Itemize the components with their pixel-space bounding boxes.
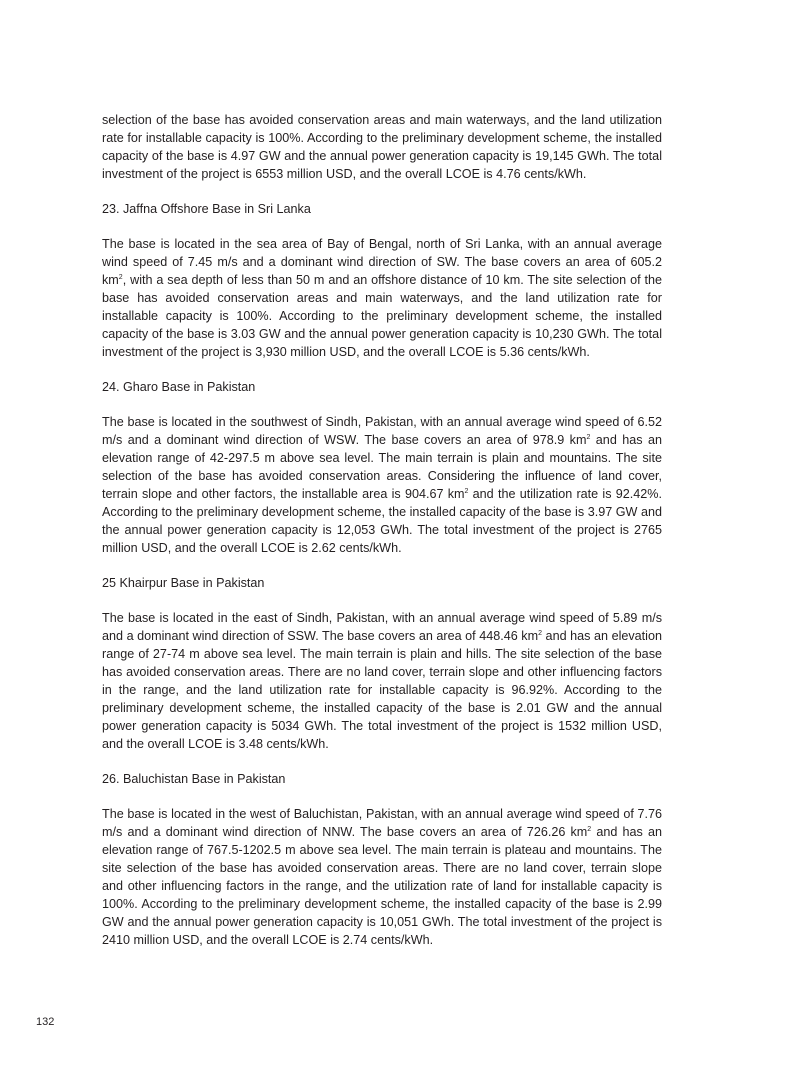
- superscript: 2: [586, 433, 591, 441]
- section-paragraph: [102, 609, 662, 753]
- text-run: , with a sea depth of less than 50 m and an offshore distance of 10 km. The site selection of the base has avoided conservation areas and main waterways, and the land utilization rate for installable capacity is 100%. According to the preliminary development scheme, the installed capacity of the base is 3.03 GW and the annual power generation capacity is 10,230 GWh. The total investment of the project is 3,930 million USD, and the overall LCOE is 5.36 cents/kWh.: [102, 273, 662, 359]
- superscript: 2: [118, 273, 123, 281]
- section-khairpur: [102, 574, 662, 753]
- text-run: The base is located in the sea area of Bay of Bengal, north of Sri Lanka, with an annual average wind speed of 7.45 m/s and a dominant wind direction of SW. The base covers an area of 605.2 km: [102, 237, 662, 287]
- text-run: and has an elevation range of 42-297.5 m above sea level. The main terrain is plain and mountains. The site selection of the base has avoided conservation areas. Considering the influence of land cover, terrain slope and other factors, the installable area is 904.67 km: [102, 433, 662, 501]
- section-heading: 25 Khairpur Base in Pakistan: [102, 576, 265, 590]
- text-run: and has an elevation range of 27-74 m above sea level. The main terrain is plain and hills. The site selection of the base has avoided conservation areas. There are no land cover, terrain slope and other influencing factors in the range, and the land utilization rate for installable capacity is 96.92%. According to the preliminary development scheme, the installed capacity of the base is 2.01 GW and the annual power generation capacity is 5034 GWh. The total investment of the project is 1532 million USD, and the overall LCOE is 3.48 cents/kWh.: [102, 629, 662, 751]
- text-run: and the utilization rate is 92.42%. According to the preliminary development scheme, the installed capacity of the base is 3.97 GW and the annual power generation capacity is 12,053 GWh. The total investment of the project is 2765 million USD, and the overall LCOE is 2.62 cents/kWh.: [102, 487, 662, 555]
- section-gharo: [102, 378, 662, 557]
- section-paragraph: [102, 805, 662, 949]
- section-paragraph: [102, 413, 662, 557]
- section-baluchistan: [102, 770, 662, 949]
- section-paragraph: [102, 235, 662, 361]
- page-number: 132: [36, 1016, 55, 1028]
- text-run: The base is located in the east of Sindh, Pakistan, with an annual average wind speed of 5.89 m/s and a dominant wind direction of SSW. The base covers an area of 448.46 km: [102, 611, 662, 643]
- text-run: The base is located in the west of Baluchistan, Pakistan, with an annual average wind speed of 7.76 m/s and a dominant wind direction of NNW. The base covers an area of 726.26 km: [102, 807, 662, 839]
- continuation-paragraph: selection of the base has avoided conservation areas and main waterways, and the land utilization rate for installable capacity is 100%. According to the preliminary development scheme, the installed capacity of the base is 4.97 GW and the annual power generation capacity is 19,145 GWh. The total investment of the project is 6553 million USD, and the overall LCOE is 4.76 cents/kWh.: [102, 113, 662, 181]
- section-heading: 23. Jaffna Offshore Base in Sri Lanka: [102, 202, 311, 216]
- superscript: 2: [538, 629, 542, 637]
- superscript: 2: [464, 487, 469, 495]
- text-run: and has an elevation range of 767.5-1202.5 m above sea level. The main terrain is plateau and mountains. The site selection of the base has avoided conservation areas. There are no land cover, terrain slope and other influencing factors in the range, and the utilization rate of land for installable capacity is 100%. According to the preliminary development scheme, the installed capacity of the base is 2.99 GW and the annual power generation capacity is 10,051 GWh. The total investment of the project is 2410 million USD, and the overall LCOE is 2.74 cents/kWh.: [102, 825, 662, 947]
- text-run: The base is located in the southwest of Sindh, Pakistan, with an annual average wind speed of 6.52 m/s and a dominant wind direction of WSW. The base covers an area of 978.9 km: [102, 415, 662, 447]
- superscript: 2: [587, 825, 592, 833]
- section-heading: 26. Baluchistan Base in Pakistan: [102, 772, 286, 786]
- section-jaffna: [102, 200, 662, 361]
- page-content: [102, 111, 662, 949]
- section-heading: 24. Gharo Base in Pakistan: [102, 380, 256, 394]
